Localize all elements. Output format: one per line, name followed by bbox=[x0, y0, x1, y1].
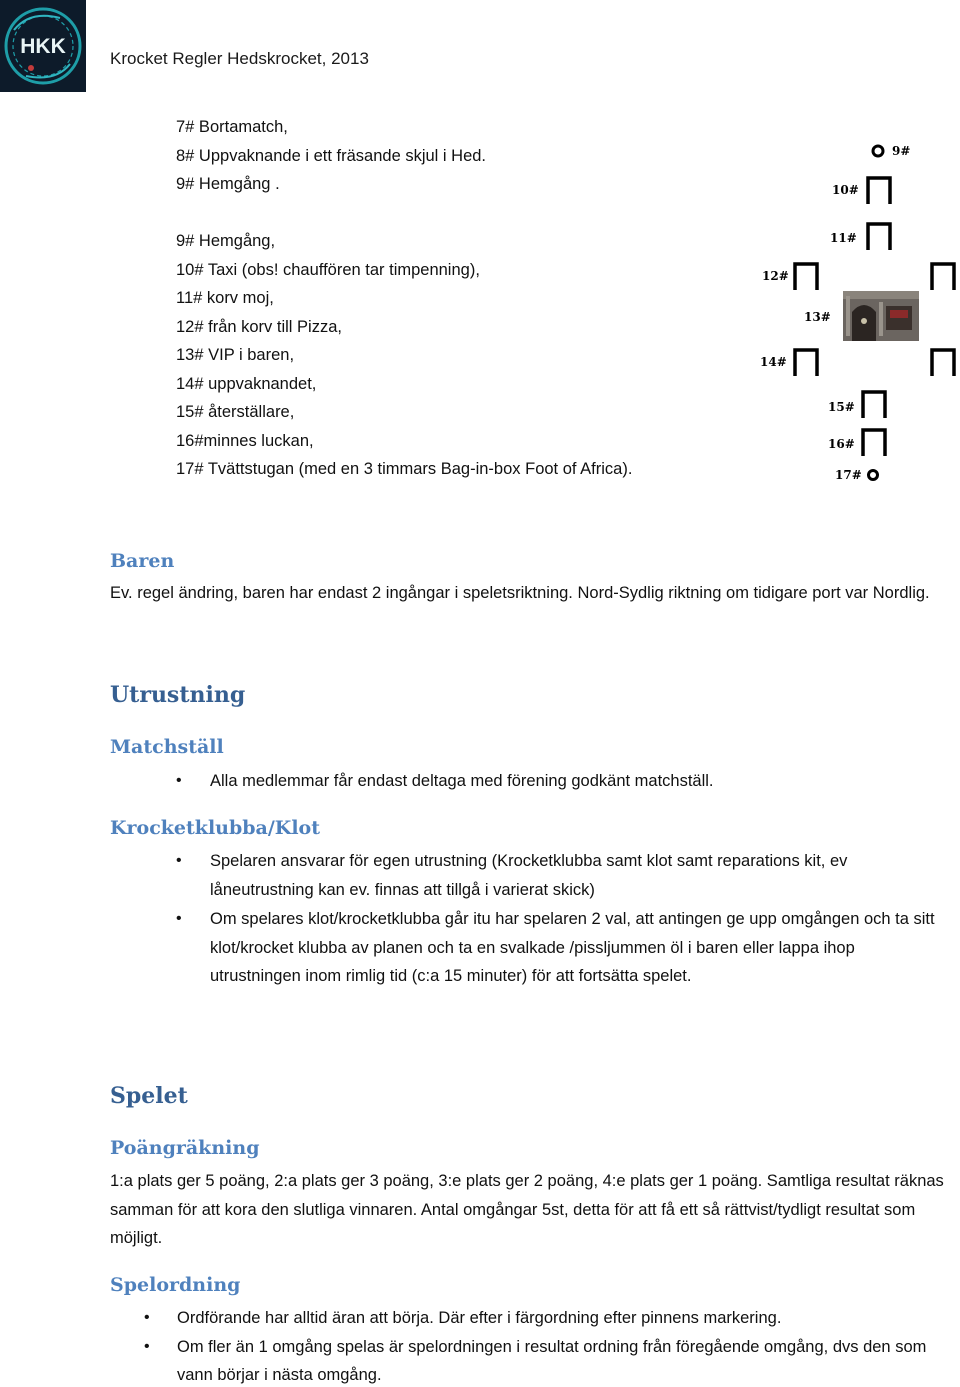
list-item: • Alla medlemmar får endast deltaga med förening godkänt matchställ. bbox=[110, 767, 950, 796]
hole-list bbox=[176, 113, 736, 484]
list-item: • Spelaren ansvarar för egen utrustning (Krocketklubba samt klot samt reparations kit, ev låneutrustning kan ev. finnas att tillgå i varierat skick) bbox=[110, 847, 950, 904]
hole-list-item: 12# från korv till Pizza, bbox=[176, 317, 342, 336]
subheading-spelordning: Spelordning bbox=[110, 1274, 241, 1296]
hole-list-item: 10# Taxi (obs! chauffören tar timpenning), bbox=[176, 260, 480, 279]
hole-list-item: 9# Hemgång . bbox=[176, 175, 280, 193]
bullet-icon: • bbox=[176, 910, 182, 927]
logo-text: HKK bbox=[20, 35, 66, 58]
course-map bbox=[752, 136, 960, 488]
krocketklubba-list bbox=[110, 847, 950, 991]
wicket-icon bbox=[795, 264, 817, 290]
wicket-icon bbox=[795, 350, 817, 376]
map-label: 17# bbox=[835, 468, 862, 482]
hole-list-item: 8# Uppvaknande i ett fräsande skjul i Hed. bbox=[176, 146, 487, 165]
poangrakning-text: 1:a plats ger 5 poäng, 2:a plats ger 3 poäng, 3:e plats ger 2 poäng, 4:e plats ger 1 poäng. Samtliga resultat räknas samman för att kora den slutliga vinnaren. Antal omgångar 5st, detta för att få ett så rättvist/tydligt resultat som möjligt. bbox=[110, 1172, 944, 1247]
hole-list-item: 9# Hemgång, bbox=[176, 232, 276, 250]
wicket-icon bbox=[863, 430, 885, 456]
bullet-icon: • bbox=[144, 1309, 150, 1326]
ball-icon bbox=[869, 471, 878, 480]
ball-icon bbox=[873, 146, 883, 156]
map-label: 14# bbox=[760, 355, 787, 369]
list-item: • Ordförande har alltid äran att börja. Där efter i färgordning efter pinnens markering. bbox=[110, 1304, 950, 1333]
subheading-krocketklubba: Krocketklubba/Klot bbox=[110, 817, 320, 839]
baren-text: Ev. regel ändring, baren har endast 2 ingångar i speletsriktning. Nord-Sydlig riktning om tidigare port var Nordlig. bbox=[110, 584, 930, 602]
spelordning-list bbox=[110, 1304, 950, 1387]
club-logo bbox=[0, 0, 86, 92]
list-item: • Om spelares klot/krocketklubba går itu har spelaren 2 val, att antingen ge upp omgången och ta sitt klot/krocket klubba av planen och ta en svalkade /pissljummen öl i baren eller lappa ihop utrustningen inom rimlig tid (c:a 15 minuter) för att fortsätta spelet. bbox=[110, 905, 950, 991]
hole-list-item: 14# uppvaknandet, bbox=[176, 374, 317, 393]
hole-list-item: 17# Tvättstugan (med en 3 timmars Bag-in-box Foot of Africa). bbox=[176, 460, 633, 478]
bullet-icon: • bbox=[176, 772, 182, 789]
hole-list-item bbox=[176, 199, 736, 228]
subheading-poangrakning: Poängräkning bbox=[110, 1137, 260, 1159]
hole-list-item: 11# korv moj, bbox=[176, 289, 274, 307]
hole-list-item: 7# Bortamatch, bbox=[176, 118, 288, 136]
wicket-icon bbox=[863, 392, 885, 418]
map-label: 16# bbox=[828, 437, 855, 451]
map-label: 12# bbox=[762, 269, 789, 283]
map-label: 9# bbox=[892, 144, 911, 158]
wicket-icon bbox=[932, 264, 954, 290]
map-label: 15# bbox=[828, 400, 855, 414]
bullet-icon: • bbox=[176, 852, 182, 869]
section-heading-spelet: Spelet bbox=[110, 1083, 188, 1109]
map-label: 13# bbox=[804, 310, 831, 324]
list-item: • Om fler än 1 omgång spelas är spelordningen i resultat ordning från föregående omgång, dvs den som vann börjar i nästa omgång. bbox=[110, 1333, 950, 1387]
map-label: 10# bbox=[832, 183, 859, 197]
wicket-icon bbox=[932, 350, 954, 376]
hole-list-item: 16#minnes luckan, bbox=[176, 431, 314, 450]
wicket-icon bbox=[868, 224, 890, 250]
section-heading-utrustning: Utrustning bbox=[110, 682, 246, 708]
bar-photo bbox=[843, 291, 919, 341]
document-title: Krocket Regler Hedskrocket, 2013 bbox=[110, 49, 369, 68]
hole-list-item: 15# återställare, bbox=[176, 403, 295, 421]
bullet-icon: • bbox=[144, 1337, 150, 1355]
wicket-icon bbox=[868, 178, 890, 204]
map-label: 11# bbox=[830, 231, 857, 245]
section-heading-baren: Baren bbox=[110, 550, 175, 572]
matchstall-list bbox=[110, 767, 950, 796]
hole-list-item: 13# VIP i baren, bbox=[176, 346, 295, 364]
subheading-matchstall: Matchställ bbox=[110, 736, 224, 758]
